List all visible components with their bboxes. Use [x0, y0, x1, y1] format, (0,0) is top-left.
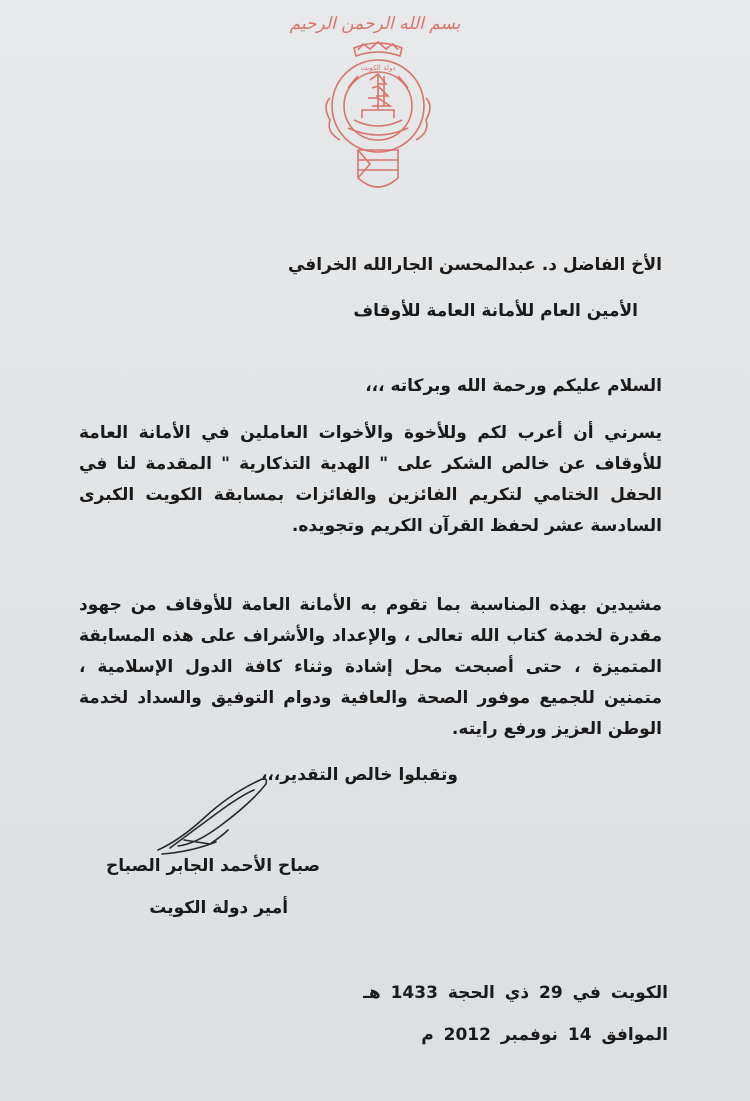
addressee-block [288, 253, 662, 323]
greeting: السلام عليكم ورحمة الله وبركاته ،،، [365, 376, 662, 396]
closing-line: وتقبلوا خالص التقدير،،، [260, 765, 458, 785]
date-block [363, 972, 668, 1056]
body-paragraph-1: يسرني أن أعرب لكم وللأخوة والأخوات العاملين في الأمانة العامة للأوقاف عن خالص الشكر على " الهدية التذكارية " المقدمة لنا في الحفل الختامي لتكريم الفائزين والفائزات بمسابقة الكويت الكبرى السادسة عشر لحفظ القرآن الكريم وتجويده. [79, 423, 662, 536]
addressee-title: الأمين العام للأمانة العامة للأوقاف [353, 301, 638, 321]
signer-name: صباح الأحمد الجابر الصباح [106, 856, 321, 876]
emblem-text: دولة الكويت [360, 64, 396, 72]
date-hijri: الكويت في 29 ذي الحجة 1433 هـ [363, 983, 668, 1003]
body-paragraph-2: مشيدين بهذه المناسبة بما تقوم به الأمانة العامة للأوقاف من جهود مقدرة لخدمة كتاب الله تعالى ، والإعداد والأشراف على هذه المسابقة المتميزة ، حتى أصبحت محل إشادة وثناء كافة الدول الإسلامية ، متمنين للجميع موفور الصحة والعافية ودوام التوفيق والسداد لخدمة الوطن العزيز ورفع رايته. [79, 595, 662, 739]
date-gregorian: الموافق 14 نوفمبر 2012 م [421, 1025, 668, 1045]
signer-block [106, 845, 320, 929]
basmala-header: بسم الله الرحمن الرحيم [289, 14, 461, 34]
kuwait-emblem-icon [318, 40, 438, 200]
signer-office: أمير دولة الكويت [149, 898, 289, 918]
addressee-name: الأخ الفاضل د. عبدالمحسن الجارالله الخرافي [287, 255, 662, 275]
